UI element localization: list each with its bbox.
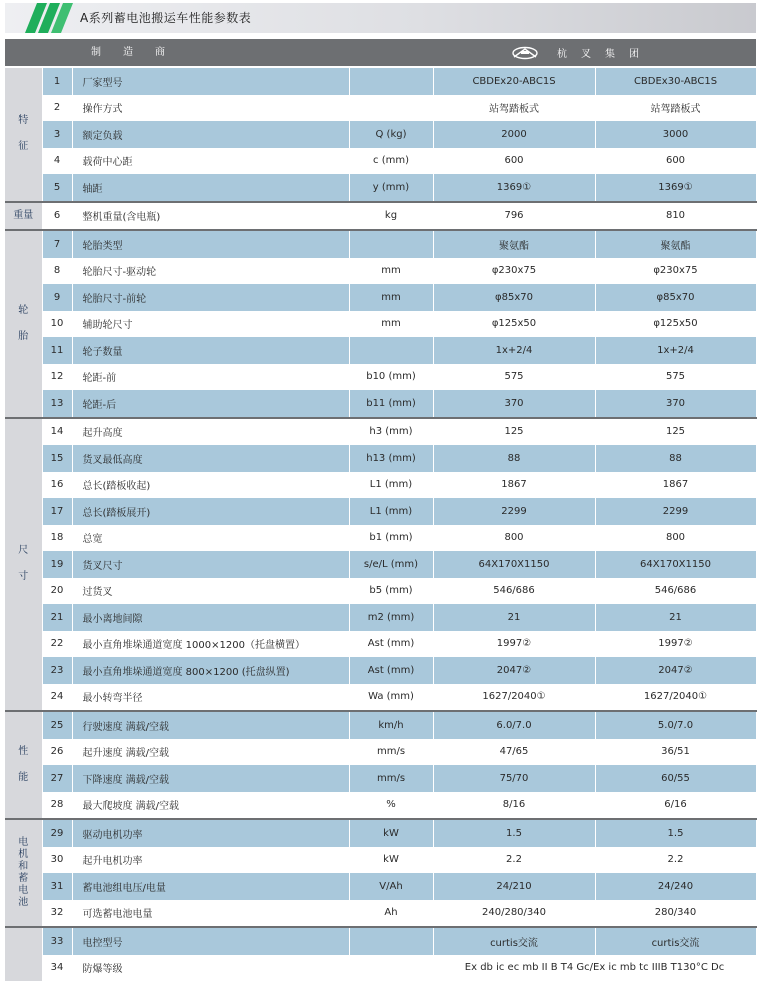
table-row [5,472,756,499]
param-unit [349,337,433,364]
value-model-1: 1997② [433,631,595,658]
value-model-1: CBDEx20-ABC1S [433,68,595,95]
table-row [5,445,756,472]
row-number: 20 [42,578,72,605]
table-row [5,525,756,552]
param-name: 最小直角堆垛通道宽度 800×1200 (托盘纵置) [72,657,349,684]
param-unit [349,230,433,258]
param-name: 防爆等级 [72,955,349,981]
row-number: 29 [42,819,72,847]
table-row [5,121,756,148]
value-model-2: 站驾踏板式 [595,95,756,122]
param-name: 最小直角堆垛通道宽度 1000×1200（托盘横置） [72,631,349,658]
row-number: 12 [42,364,72,391]
value-model-2: 370 [595,390,756,418]
param-unit [349,927,433,955]
table-row [5,148,756,175]
row-number: 19 [42,551,72,578]
param-unit: h13 (mm) [349,445,433,472]
table-row [5,337,756,364]
value-model-1: 21 [433,604,595,631]
table-row [5,927,756,955]
value-model-1: 8/16 [433,792,595,820]
param-name: 轮距-后 [72,390,349,418]
param-unit: Wa (mm) [349,684,433,712]
value-model-2: 280/340 [595,900,756,928]
value-model-2: 2047② [595,657,756,684]
table-row [5,684,756,712]
table-row [5,900,756,928]
value-model-1: 240/280/340 [433,900,595,928]
table-row [5,847,756,874]
param-unit: h3 (mm) [349,418,433,446]
brand-name: 杭叉集团 [557,45,653,60]
param-unit: mm [349,284,433,311]
value-model-1: 1867 [433,472,595,499]
row-number: 15 [42,445,72,472]
table-row [5,604,756,631]
param-unit: L1 (mm) [349,472,433,499]
value-model-2: 24/240 [595,873,756,900]
row-number: 2 [42,95,72,122]
value-model-1: 2299 [433,498,595,525]
param-name: 额定负载 [72,121,349,148]
value-model-1: 75/70 [433,765,595,792]
value-model-2: 1x+2/4 [595,337,756,364]
param-unit: c (mm) [349,148,433,175]
spec-table [5,68,757,981]
value-model-1: 聚氨酯 [433,230,595,258]
value-model-2: 810 [595,202,756,231]
value-model-1: 370 [433,390,595,418]
value-model-2: 125 [595,418,756,446]
hc-logo-icon [511,46,539,60]
table-row [5,418,756,446]
param-name: 起升高度 [72,418,349,446]
row-number: 10 [42,311,72,338]
value-model-2: 1369① [595,174,756,202]
param-unit: km/h [349,711,433,739]
row-number: 21 [42,604,72,631]
table-row [5,955,756,981]
param-unit: mm/s [349,765,433,792]
value-model-2: 5.0/7.0 [595,711,756,739]
param-unit: L1 (mm) [349,498,433,525]
row-number: 33 [42,927,72,955]
group-label: 特 征 [5,68,42,202]
param-name: 操作方式 [72,95,349,122]
table-row [5,792,756,820]
row-number: 13 [42,390,72,418]
param-name: 最小转弯半径 [72,684,349,712]
table-row [5,174,756,202]
table-row [5,578,756,605]
row-number: 23 [42,657,72,684]
group-label: 轮 胎 [5,230,42,418]
param-name: 整机重量(含电瓶) [72,202,349,231]
value-model-2: CBDEx30-ABC1S [595,68,756,95]
value-model-1: 站驾踏板式 [433,95,595,122]
param-unit [349,955,433,981]
param-name: 驱动电机功率 [72,819,349,847]
row-number: 27 [42,765,72,792]
table-row [5,873,756,900]
param-unit: Q (kg) [349,121,433,148]
row-number: 11 [42,337,72,364]
param-name: 最小离地间隙 [72,604,349,631]
row-number: 16 [42,472,72,499]
param-name: 起升速度 满载/空载 [72,739,349,766]
table-row [5,765,756,792]
row-number: 6 [42,202,72,231]
param-unit: b11 (mm) [349,390,433,418]
row-number: 28 [42,792,72,820]
param-unit: mm/s [349,739,433,766]
table-row [5,311,756,338]
group-label: 电 机 和 蓄 电 池 [5,819,42,927]
param-name: 蓄电池组电压/电量 [72,873,349,900]
value-model-1: 2.2 [433,847,595,874]
value-model-2: 1867 [595,472,756,499]
value-model-1: 600 [433,148,595,175]
row-number: 18 [42,525,72,552]
value-model-1: 796 [433,202,595,231]
table-row [5,657,756,684]
table-row [5,284,756,311]
value-model-2: 21 [595,604,756,631]
table-row [5,819,756,847]
value-model-2: 1997② [595,631,756,658]
param-unit: y (mm) [349,174,433,202]
table-row [5,258,756,285]
title-bar [5,3,756,33]
value-model-2: curtis交流 [595,927,756,955]
value-model-2: 800 [595,525,756,552]
param-name: 总长(踏板展开) [72,498,349,525]
row-number: 31 [42,873,72,900]
param-unit: V/Ah [349,873,433,900]
param-name: 电控型号 [72,927,349,955]
row-number: 30 [42,847,72,874]
param-name: 过货叉 [72,578,349,605]
param-name: 行驶速度 满载/空载 [72,711,349,739]
value-model-1: 88 [433,445,595,472]
value-model-1: 24/210 [433,873,595,900]
param-unit: b5 (mm) [349,578,433,605]
table-row [5,364,756,391]
param-name: 总宽 [72,525,349,552]
value-model-1: 2047② [433,657,595,684]
brand [511,39,653,66]
group-label [5,927,42,981]
param-unit [349,68,433,95]
value-model-2: 60/55 [595,765,756,792]
table-row [5,390,756,418]
value-model-1: 575 [433,364,595,391]
value-model-2: 88 [595,445,756,472]
table-row [5,739,756,766]
table-row [5,631,756,658]
row-number: 14 [42,418,72,446]
value-model-1: φ230x75 [433,258,595,285]
table-row [5,498,756,525]
param-name: 轮距-前 [72,364,349,391]
value-model-1: 1369① [433,174,595,202]
table-row [5,551,756,578]
value-model-1: 1x+2/4 [433,337,595,364]
value-model-1: φ85x70 [433,284,595,311]
param-name: 下降速度 满载/空载 [72,765,349,792]
group-label: 性 能 [5,711,42,819]
table-row [5,711,756,739]
param-unit [349,95,433,122]
value-model-2: φ85x70 [595,284,756,311]
row-number: 3 [42,121,72,148]
param-unit: kg [349,202,433,231]
param-name: 轮胎类型 [72,230,349,258]
value-model-2: φ230x75 [595,258,756,285]
param-unit: Ah [349,900,433,928]
value-model-1: curtis交流 [433,927,595,955]
value-model-1: 125 [433,418,595,446]
param-name: 轮胎尺寸-前轮 [72,284,349,311]
merged-value: Ex db ic ec mb II B T4 Gc/Ex ic mb tc IIIB T130°C Dc [433,955,756,981]
row-number: 32 [42,900,72,928]
param-unit: s/e/L (mm) [349,551,433,578]
param-name: 货叉尺寸 [72,551,349,578]
table-row [5,95,756,122]
row-number: 25 [42,711,72,739]
value-model-2: 1.5 [595,819,756,847]
row-number: 8 [42,258,72,285]
param-name: 轮子数量 [72,337,349,364]
row-number: 26 [42,739,72,766]
param-unit: Ast (mm) [349,631,433,658]
value-model-2: 36/51 [595,739,756,766]
param-name: 总长(踏板收起) [72,472,349,499]
manufacturer-label: 制造商 [91,39,187,66]
value-model-2: 2299 [595,498,756,525]
row-number: 22 [42,631,72,658]
group-label: 尺 寸 [5,418,42,712]
manufacturer-header [5,39,756,66]
param-unit: m2 (mm) [349,604,433,631]
value-model-1: 64X170X1150 [433,551,595,578]
param-unit: kW [349,847,433,874]
row-number: 4 [42,148,72,175]
value-model-1: 1627/2040① [433,684,595,712]
param-unit: Ast (mm) [349,657,433,684]
param-name: 可选蓄电池电量 [72,900,349,928]
value-model-2: 600 [595,148,756,175]
row-number: 5 [42,174,72,202]
value-model-1: 6.0/7.0 [433,711,595,739]
stripes-decoration-icon [5,3,75,33]
table-row [5,230,756,258]
param-unit: b1 (mm) [349,525,433,552]
param-name: 起升电机功率 [72,847,349,874]
row-number: 17 [42,498,72,525]
row-number: 24 [42,684,72,712]
value-model-2: 2.2 [595,847,756,874]
value-model-2: 64X170X1150 [595,551,756,578]
row-number: 7 [42,230,72,258]
row-number: 9 [42,284,72,311]
param-name: 载荷中心距 [72,148,349,175]
value-model-2: 546/686 [595,578,756,605]
row-number: 1 [42,68,72,95]
param-name: 厂家型号 [72,68,349,95]
value-model-1: φ125x50 [433,311,595,338]
row-number: 34 [42,955,72,981]
value-model-1: 800 [433,525,595,552]
value-model-2: 6/16 [595,792,756,820]
param-unit: % [349,792,433,820]
table-row [5,68,756,95]
param-unit: mm [349,258,433,285]
value-model-2: 1627/2040① [595,684,756,712]
param-unit: b10 (mm) [349,364,433,391]
value-model-1: 2000 [433,121,595,148]
param-name: 最大爬坡度 满载/空载 [72,792,349,820]
value-model-2: 3000 [595,121,756,148]
page-title: A系列蓄电池搬运车性能参数表 [80,3,251,33]
param-name: 货叉最低高度 [72,445,349,472]
value-model-1: 47/65 [433,739,595,766]
value-model-1: 1.5 [433,819,595,847]
value-model-1: 546/686 [433,578,595,605]
param-unit: mm [349,311,433,338]
value-model-2: 575 [595,364,756,391]
table-row [5,202,756,231]
param-name: 辅助轮尺寸 [72,311,349,338]
param-unit: kW [349,819,433,847]
value-model-2: φ125x50 [595,311,756,338]
param-name: 轮胎尺寸-驱动轮 [72,258,349,285]
group-label: 重量 [5,202,42,231]
value-model-2: 聚氨酯 [595,230,756,258]
param-name: 轴距 [72,174,349,202]
